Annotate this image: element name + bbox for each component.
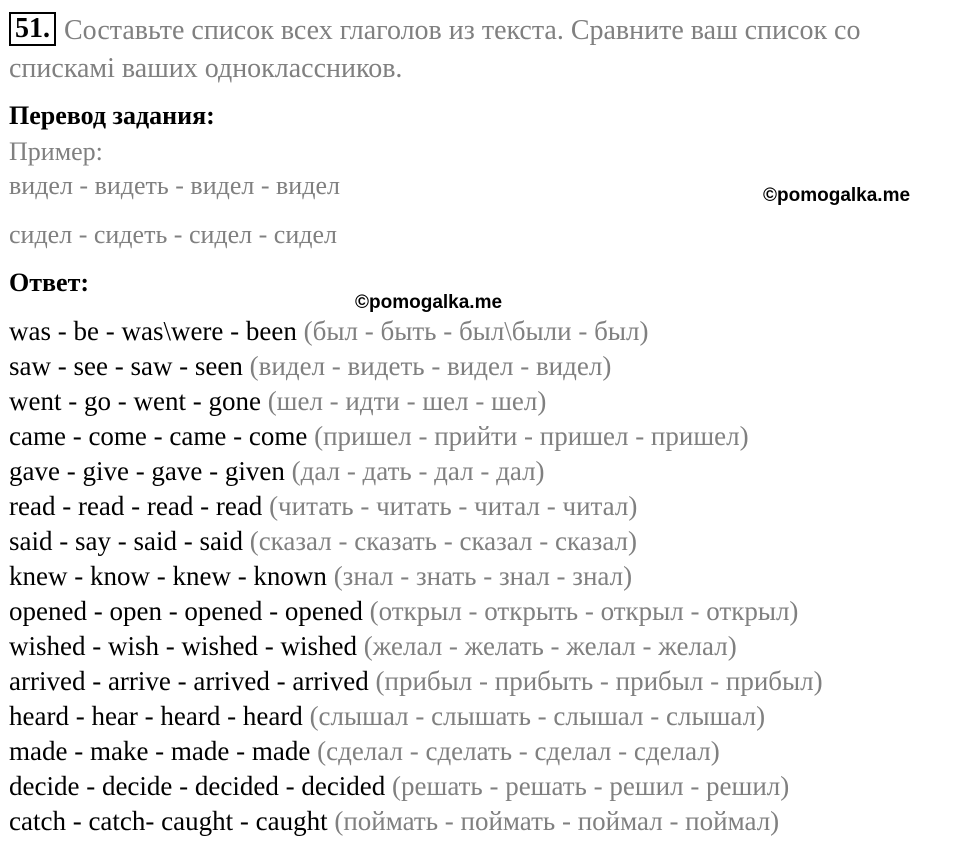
verb-row [9,594,954,629]
verb-row [9,454,954,489]
russian-translation: (шел - идти - шел - шел) [267,386,547,416]
english-forms: said - say - said - said [9,526,243,556]
verb-row [9,664,954,699]
english-forms: came - come - came - come [9,421,308,451]
verb-row [9,314,954,349]
russian-translation: (открыл - открыть - открыл - открыл) [369,596,799,626]
english-forms: wished - wish - wished - wished [9,631,357,661]
russian-translation: (желал - желать - желал - желал) [363,631,737,661]
verb-forms-list [9,314,954,839]
verb-row [9,699,954,734]
verb-row [9,734,954,769]
english-forms: went - go - went - gone [9,386,261,416]
verb-row [9,349,954,384]
answer-heading: Ответ: [9,268,90,297]
verb-row [9,769,954,804]
russian-translation: (поймать - поймать - поймал - поймал) [334,806,780,836]
example-label: Пример: [9,137,103,166]
task-statement [9,12,954,88]
russian-translation: (решать - решать - решил - решил) [392,771,790,801]
english-forms: gave - give - gave - given [9,456,285,486]
english-forms: opened - open - opened - opened [9,596,363,626]
verb-row [9,524,954,559]
russian-translation: (сказал - сказать - сказал - сказал) [249,526,638,556]
english-forms: was - be - was\were - been [9,316,297,346]
example-line-2: сидел - сидеть - сидел - сидел [9,220,338,249]
russian-translation: (читать - читать - читал - читал) [269,491,638,521]
english-forms: read - read - read - read [9,491,263,521]
russian-translation: (знал - знать - знал - знал) [333,561,633,591]
english-forms: saw - see - saw - seen [9,351,243,381]
watermark: ©pomogalka.me [763,185,911,206]
watermark: ©pomogalka.me [355,292,503,313]
verb-row [9,419,954,454]
russian-translation: (прибыл - прибыть - прибыл - прибыл) [375,666,823,696]
russian-translation: (пришел - прийти - пришел - пришел) [314,421,749,451]
verb-row [9,629,954,664]
task-number: 51. [9,12,56,46]
english-forms: catch - catch- caught - caught [9,806,328,836]
verb-row [9,384,954,419]
task-text: Составьте список всех глаголов из текста. Сравните ваш список со спискамі ваших одноклассников. [9,15,861,84]
english-forms: heard - hear - heard - heard [9,701,303,731]
translation-heading: Перевод задания: [9,101,215,130]
english-forms: knew - know - knew - known [9,561,327,591]
english-forms: decide - decide - decided - decided [9,771,386,801]
verb-row [9,804,954,839]
english-forms: arrived - arrive - arrived - arrived [9,666,369,696]
russian-translation: (сделал - сделать - сделал - сделал) [317,736,720,766]
russian-translation: (дал - дать - дал - дал) [291,456,545,486]
russian-translation: (видел - видеть - видел - видел) [249,351,612,381]
russian-translation: (слышал - слышать - слышал - слышал) [309,701,766,731]
english-forms: made - make - made - made [9,736,311,766]
russian-translation: (был - быть - был\были - был) [303,316,649,346]
verb-row [9,489,954,524]
example-line-1: видел - видеть - видел - видел [9,171,340,200]
verb-row [9,559,954,594]
